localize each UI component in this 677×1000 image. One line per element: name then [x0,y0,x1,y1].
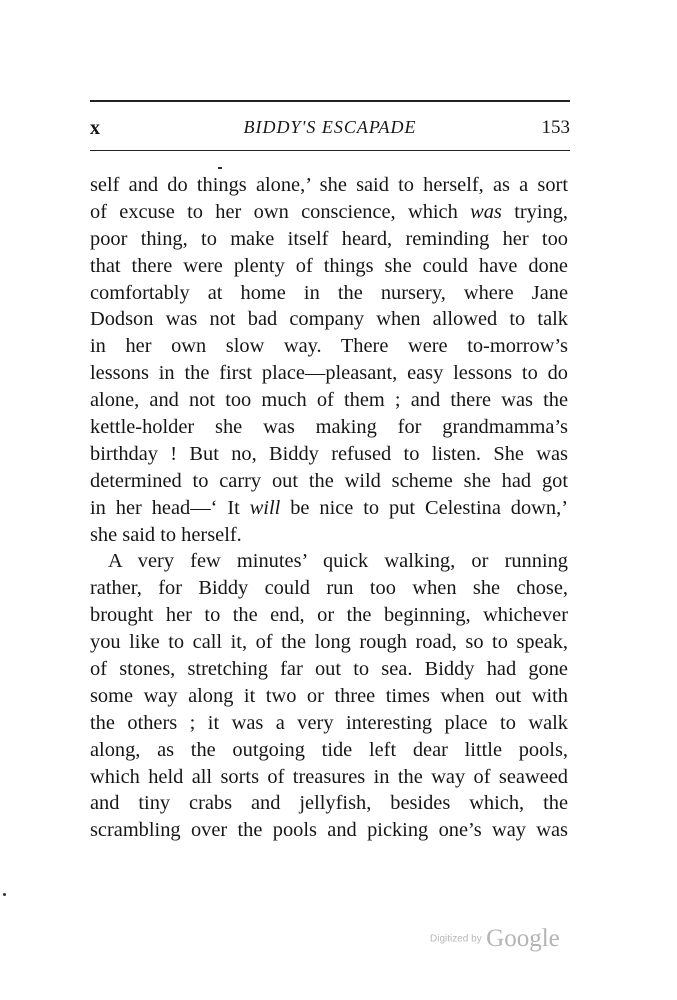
text-segment: which held all sorts of treasures in the way of seaweed [90,765,568,788]
text-segment: of stones, stretching far out to sea. Biddy had gone [90,658,568,681]
text-segment: in her head—‘ It [90,496,250,519]
text-line [90,172,568,199]
text-line [90,280,568,307]
text-segment: along, as the outgoing tide left dear little pools, [90,738,568,761]
text-line [90,683,568,710]
page-header [90,117,570,141]
text-segment: and tiny crabs and jellyfish, besides which, the [90,792,568,815]
text-line [90,602,568,629]
text-segment: determined to carry out the wild scheme she had got [90,469,568,492]
text-segment: rather, for Biddy could run too when she chose, [90,577,568,600]
text-segment: in her own slow way. There were to-morrow’s [90,335,568,358]
text-line [90,495,568,522]
text-line [90,306,568,333]
text-line [90,629,568,656]
text-line [90,575,568,602]
text-line [90,737,568,764]
text-line [90,387,568,414]
text-line [90,441,568,468]
scan-speck [218,167,222,169]
text-line [90,656,568,683]
text-segment: A very few minutes’ quick walking, or running [108,550,568,573]
google-logo: Google [486,925,560,952]
text-segment: birthday ! But no, Biddy refused to listen. She was [90,442,568,465]
text-segment: comfortably at home in the nursery, where Jane [90,281,568,304]
text-line [90,253,568,280]
text-segment: brought her to the end, or the beginning, whichever [90,604,568,627]
text-segment: lessons in the first place—pleasant, easy lessons to do [90,362,568,385]
text-segment: scrambling over the pools and picking one’s way was [90,819,568,842]
text-segment: kettle-holder she was making for grandmamma’s [90,416,568,439]
text-segment: self and do things alone,’ she said to herself, as a sort [90,174,568,196]
text-segment: alone, and not too much of them ; and there was the [90,389,568,412]
text-line [90,226,568,253]
watermark-prefix: Digitized by [430,933,482,945]
text-segment: trying, [501,200,568,223]
italic-word: will [249,496,281,519]
text-line [90,333,568,360]
digitized-watermark [430,925,580,955]
top-rule [90,100,570,102]
text-segment: poor thing, to make itself heard, reminding her too [90,227,568,250]
italic-word: was [470,200,502,223]
text-line [90,790,568,817]
text-line [90,817,568,844]
header-rule [90,150,570,151]
text-line [90,360,568,387]
text-line [90,414,568,441]
text-segment: Dodson was not bad company when allowed to talk [90,308,568,331]
body-text [90,172,568,844]
text-segment: the others ; it was a very interesting place to walk [90,711,568,734]
text-segment: that there were plenty of things she could have done [90,254,568,277]
running-title: BIDDY'S ESCAPADE [243,117,417,137]
text-segment: she said to herself. [90,523,242,546]
text-line [90,468,568,495]
text-segment: you like to call it, of the long rough road, so to speak, [90,631,568,654]
text-line [90,764,568,791]
text-line [90,548,568,575]
chapter-number: x [90,117,100,139]
text-line [90,199,568,226]
text-line [90,522,568,549]
page-number: 153 [541,117,570,138]
text-segment: be nice to put Celestina down,’ [280,496,568,519]
text-segment: some way along it two or three times when out with [90,684,568,707]
text-segment: of excuse to her own conscience, which [90,200,471,223]
text-line [90,710,568,737]
scan-speck [3,893,6,896]
